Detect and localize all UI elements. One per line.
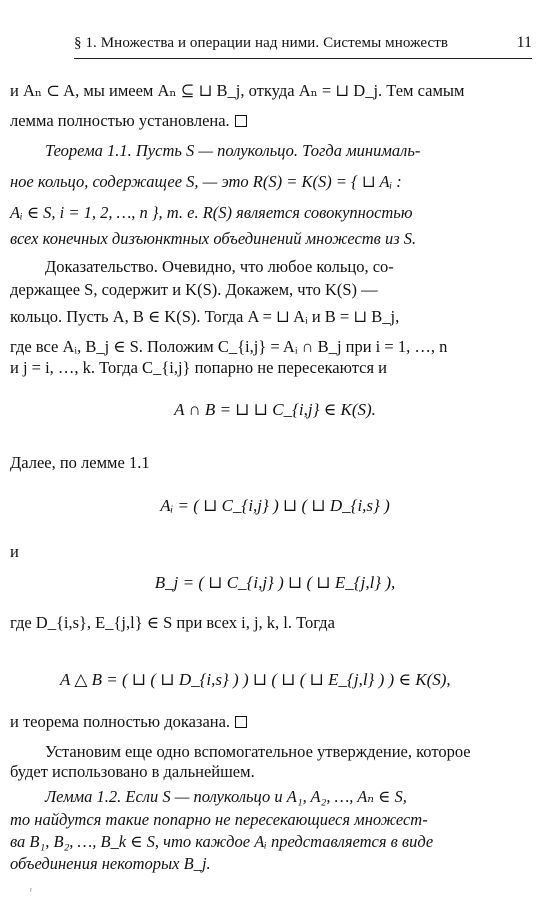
running-header: [74, 34, 532, 59]
theorem-line: Aᵢ ∈ S, i = 1, 2, …, n }, т. е. R(S) является совокупностью: [10, 203, 413, 222]
page-mark: ʳ: [30, 886, 33, 897]
page-number: 11: [516, 34, 532, 51]
lemma-line: ва B₁, B₂, …, B_k ∈ S, что каждое Aᵢ представляется в виде: [10, 832, 434, 851]
qed-box-icon: [235, 115, 247, 127]
formula-symmetric-difference: A △ B = ( ⊔ ( ⊔ D_{i,s} ) ) ⊔ ( ⊔ ( ⊔ E_{j,l} ) ) ∈ K(S),: [60, 670, 451, 689]
text-line: и Aₙ ⊂ A, мы имеем Aₙ ⊆ ⊔ B_j, откуда Aₙ = ⊔ D_j. Тем самым: [10, 81, 465, 100]
text-line-content: и теорема полностью доказана.: [10, 712, 231, 731]
text-line-content: лемма полностью установлена.: [10, 111, 230, 130]
proof-line: Доказательство. Очевидно, что любое кольцо, со-: [45, 257, 394, 276]
formula-b-j: B_j = ( ⊔ C_{i,j} ) ⊔ ( ⊔ E_{j,l} ),: [154, 573, 396, 592]
theorem-line: всех конечных дизъюнктных объединений множеств из S.: [10, 229, 417, 248]
text-line: Установим еще одно вспомогательное утверждение, которое: [45, 742, 471, 761]
proof-line: держащее S, содержит и K(S). Докажем, что K(S) —: [10, 280, 378, 299]
text-line: [10, 110, 532, 132]
lemma-line: Лемма 1.2. Если S — полукольцо и A₁, A₂, …, Aₙ ∈ S,: [45, 787, 407, 806]
theorem-line: ное кольцо, содержащее S, — это R(S) = K(S) = { ⊔ Aᵢ :: [10, 172, 402, 191]
text-line: будет использовано в дальнейшем.: [10, 762, 255, 781]
qed-box-icon: [235, 716, 247, 728]
lemma-line: то найдутся такие попарно не пересекающиеся множест-: [10, 810, 428, 829]
theorem-line: Теорема 1.1. Пусть S — полукольцо. Тогда минималь-: [45, 141, 421, 160]
formula-intersection: A ∩ B = ⊔ ⊔ C_{i,j} ∈ K(S).: [174, 400, 376, 419]
lemma-line: объединения некоторых B_j.: [10, 854, 211, 873]
proof-line: и j = i, …, k. Тогда C_{i,j} попарно не пересекаются и: [10, 358, 388, 377]
text-line: где D_{i,s}, E_{j,l} ∈ S при всех i, j, k, l. Тогда: [10, 613, 335, 632]
text-line: Далее, по лемме 1.1: [10, 453, 150, 472]
section-title: § 1. Множества и операции над ними. Системы множеств: [74, 35, 449, 51]
proof-line: кольцо. Пусть A, B ∈ K(S). Тогда A = ⊔ Aᵢ и B = ⊔ B_j,: [10, 307, 400, 326]
text-line: [10, 711, 532, 733]
text-line: и: [10, 542, 19, 561]
formula-a-i: Aᵢ = ( ⊔ C_{i,j} ) ⊔ ( ⊔ D_{i,s} ): [160, 496, 390, 515]
proof-line: где все Aᵢ, B_j ∈ S. Положим C_{i,j} = Aᵢ ∩ B_j при i = 1, …, n: [10, 337, 448, 356]
